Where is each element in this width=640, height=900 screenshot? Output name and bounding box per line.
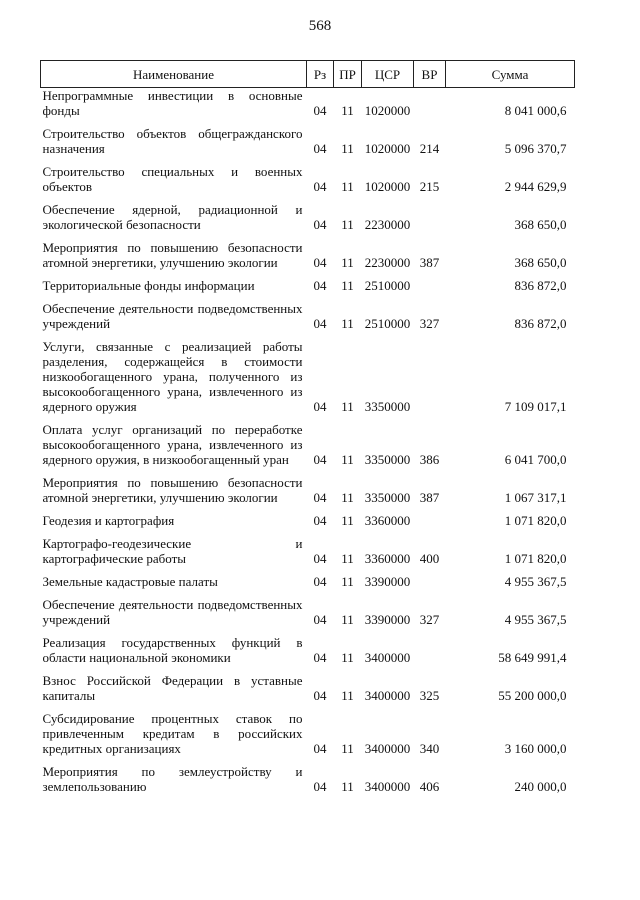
row-pr: 11 bbox=[341, 255, 354, 270]
table-row bbox=[41, 597, 575, 628]
row-name: Строительство объектов общегражданского назначения bbox=[42, 126, 303, 156]
row-rz: 04 bbox=[313, 255, 327, 270]
row-name: Услуги, связанные с реализацией работы разделения, содержащейся в стоимости низкообогащенного урана, полученного из высокообогащенного урана, извлеченного из ядерного оружия bbox=[42, 339, 303, 414]
row-vr: 325 bbox=[419, 688, 440, 703]
table-row bbox=[41, 240, 575, 271]
row-rz: 04 bbox=[313, 217, 327, 232]
table-row bbox=[41, 202, 575, 233]
row-pr: 11 bbox=[341, 452, 354, 467]
row-pr: 11 bbox=[341, 551, 354, 566]
row-rz: 04 bbox=[313, 688, 327, 703]
row-pr: 11 bbox=[341, 316, 354, 331]
row-gap bbox=[41, 529, 575, 536]
row-name: Непрограммные инвестиции в основные фонды bbox=[42, 88, 303, 118]
row-gap bbox=[41, 704, 575, 711]
row-gap-cell bbox=[41, 332, 575, 339]
row-name: Обеспечение ядерной, радиационной и экологической безопасности bbox=[42, 202, 303, 232]
row-name: Строительство специальных и военных объектов bbox=[42, 164, 303, 194]
row-gap-cell bbox=[41, 119, 575, 126]
row-pr: 11 bbox=[341, 779, 354, 794]
row-pr: 11 bbox=[341, 513, 354, 528]
table-row bbox=[41, 88, 575, 120]
row-rz: 04 bbox=[313, 179, 327, 194]
row-sum: 7 109 017,1 bbox=[504, 399, 567, 414]
row-name: Территориальные фонды информации bbox=[42, 278, 255, 293]
row-sum: 3 160 000,0 bbox=[504, 741, 567, 756]
row-name: Реализация государственных функций в области национальной экономики bbox=[42, 635, 303, 665]
row-csr: 2510000 bbox=[364, 278, 411, 293]
row-csr: 2510000 bbox=[364, 316, 411, 331]
row-csr: 3360000 bbox=[364, 513, 411, 528]
header-name: Наименование bbox=[41, 61, 307, 88]
row-csr: 3400000 bbox=[364, 741, 411, 756]
row-csr: 3390000 bbox=[364, 574, 411, 589]
row-csr: 3350000 bbox=[364, 399, 411, 414]
row-gap bbox=[41, 119, 575, 126]
row-rz: 04 bbox=[313, 141, 327, 156]
budget-table bbox=[40, 60, 575, 795]
row-sum: 1 071 820,0 bbox=[504, 513, 567, 528]
row-rz: 04 bbox=[313, 452, 327, 467]
row-name: Мероприятия по повышению безопасности атомной энергетики, улучшению экологии bbox=[42, 475, 303, 505]
row-rz: 04 bbox=[313, 399, 327, 414]
table-row bbox=[41, 764, 575, 795]
row-csr: 2230000 bbox=[364, 217, 411, 232]
row-csr: 3350000 bbox=[364, 452, 411, 467]
row-pr: 11 bbox=[341, 650, 354, 665]
table-row bbox=[41, 339, 575, 415]
row-pr: 11 bbox=[341, 179, 354, 194]
row-name: Обеспечение деятельности подведомственных учреждений bbox=[42, 301, 303, 331]
table-row bbox=[41, 513, 575, 529]
row-sum: 58 649 991,4 bbox=[498, 650, 567, 665]
row-name: Взнос Российской Федерации в уставные капиталы bbox=[42, 673, 303, 703]
row-pr: 11 bbox=[341, 688, 354, 703]
row-vr: 340 bbox=[419, 741, 440, 756]
row-gap bbox=[41, 271, 575, 278]
row-gap-cell bbox=[41, 415, 575, 422]
row-vr: 387 bbox=[419, 490, 440, 505]
row-vr: 214 bbox=[419, 141, 440, 156]
row-gap bbox=[41, 567, 575, 574]
row-rz: 04 bbox=[313, 779, 327, 794]
row-sum: 2 944 629,9 bbox=[504, 179, 567, 194]
table-row bbox=[41, 536, 575, 567]
row-gap bbox=[41, 233, 575, 240]
row-gap-cell bbox=[41, 294, 575, 301]
table-row bbox=[41, 278, 575, 294]
row-name: Оплата услуг организаций по переработке высокообогащенного урана, извлеченного из ядерного оружия, в низкообогащенный уран bbox=[42, 422, 303, 467]
row-csr: 3390000 bbox=[364, 612, 411, 627]
header-pr: ПР bbox=[334, 61, 362, 88]
row-gap bbox=[41, 332, 575, 339]
header-vr: ВР bbox=[414, 61, 446, 88]
row-gap-cell bbox=[41, 590, 575, 597]
row-pr: 11 bbox=[341, 103, 354, 118]
row-pr: 11 bbox=[341, 217, 354, 232]
header-rz: Рз bbox=[307, 61, 334, 88]
row-gap bbox=[41, 666, 575, 673]
row-vr bbox=[414, 278, 446, 294]
table-row bbox=[41, 422, 575, 468]
row-csr: 1020000 bbox=[364, 103, 411, 118]
row-vr: 406 bbox=[419, 779, 440, 794]
row-rz: 04 bbox=[313, 650, 327, 665]
row-pr: 11 bbox=[341, 490, 354, 505]
row-pr: 11 bbox=[341, 141, 354, 156]
row-vr bbox=[414, 339, 446, 415]
row-gap-cell bbox=[41, 529, 575, 536]
row-sum: 1 071 820,0 bbox=[504, 551, 567, 566]
row-gap-cell bbox=[41, 195, 575, 202]
row-rz: 04 bbox=[313, 490, 327, 505]
row-gap bbox=[41, 590, 575, 597]
row-vr bbox=[414, 202, 446, 233]
row-sum: 1 067 317,1 bbox=[504, 490, 567, 505]
row-gap bbox=[41, 157, 575, 164]
table-row bbox=[41, 635, 575, 666]
row-name: Мероприятия по повышению безопасности атомной энергетики, улучшению экологии bbox=[42, 240, 303, 270]
row-rz: 04 bbox=[313, 612, 327, 627]
row-vr: 387 bbox=[419, 255, 440, 270]
row-csr: 3360000 bbox=[364, 551, 411, 566]
row-rz: 04 bbox=[313, 574, 327, 589]
row-vr bbox=[414, 513, 446, 529]
row-rz: 04 bbox=[313, 316, 327, 331]
table-row bbox=[41, 164, 575, 195]
row-gap bbox=[41, 415, 575, 422]
table-row bbox=[41, 574, 575, 590]
table-body bbox=[41, 88, 575, 796]
row-gap-cell bbox=[41, 468, 575, 475]
row-gap bbox=[41, 294, 575, 301]
row-csr: 1020000 bbox=[364, 179, 411, 194]
row-sum: 8 041 000,6 bbox=[504, 103, 567, 118]
header-sum: Сумма bbox=[446, 61, 575, 88]
row-sum: 4 955 367,5 bbox=[504, 612, 567, 627]
row-name: Субсидирование процентных ставок по привлеченным кредитам в российских кредитных организациях bbox=[42, 711, 303, 756]
row-gap-cell bbox=[41, 567, 575, 574]
row-vr bbox=[414, 574, 446, 590]
row-sum: 368 650,0 bbox=[514, 217, 567, 232]
row-name: Земельные кадастровые палаты bbox=[42, 574, 218, 589]
row-gap bbox=[41, 628, 575, 635]
row-sum: 836 872,0 bbox=[514, 316, 567, 331]
row-vr bbox=[414, 635, 446, 666]
row-sum: 6 041 700,0 bbox=[504, 452, 567, 467]
row-gap-cell bbox=[41, 628, 575, 635]
row-rz: 04 bbox=[313, 103, 327, 118]
row-gap-cell bbox=[41, 233, 575, 240]
table-row bbox=[41, 126, 575, 157]
row-csr: 1020000 bbox=[364, 141, 411, 156]
row-pr: 11 bbox=[341, 399, 354, 414]
row-pr: 11 bbox=[341, 741, 354, 756]
row-rz: 04 bbox=[313, 513, 327, 528]
row-pr: 11 bbox=[341, 574, 354, 589]
table-row bbox=[41, 301, 575, 332]
row-rz: 04 bbox=[313, 551, 327, 566]
row-vr: 386 bbox=[419, 452, 440, 467]
row-gap bbox=[41, 757, 575, 764]
row-sum: 55 200 000,0 bbox=[498, 688, 567, 703]
row-vr: 400 bbox=[419, 551, 440, 566]
row-name: Геодезия и картография bbox=[42, 513, 175, 528]
page-number: 568 bbox=[308, 18, 332, 34]
row-vr: 327 bbox=[419, 316, 440, 331]
row-csr: 3350000 bbox=[364, 490, 411, 505]
row-sum: 5 096 370,7 bbox=[504, 141, 567, 156]
table-header bbox=[41, 61, 575, 88]
table-row bbox=[41, 711, 575, 757]
row-gap-cell bbox=[41, 757, 575, 764]
row-vr: 327 bbox=[419, 612, 440, 627]
table-row bbox=[41, 673, 575, 704]
row-gap-cell bbox=[41, 704, 575, 711]
row-sum: 240 000,0 bbox=[514, 779, 567, 794]
row-gap-cell bbox=[41, 506, 575, 513]
row-gap bbox=[41, 506, 575, 513]
row-pr: 11 bbox=[341, 612, 354, 627]
row-gap bbox=[41, 195, 575, 202]
row-sum: 368 650,0 bbox=[514, 255, 567, 270]
row-name: Мероприятия по землеустройству и землепользованию bbox=[42, 764, 303, 794]
row-vr: 215 bbox=[419, 179, 440, 194]
row-sum: 4 955 367,5 bbox=[504, 574, 567, 589]
row-vr bbox=[414, 88, 446, 120]
row-rz: 04 bbox=[313, 278, 327, 293]
row-gap-cell bbox=[41, 157, 575, 164]
row-rz: 04 bbox=[313, 741, 327, 756]
row-gap-cell bbox=[41, 271, 575, 278]
row-pr: 11 bbox=[341, 278, 354, 293]
header-csr: ЦСР bbox=[362, 61, 414, 88]
row-name: Обеспечение деятельности подведомственных учреждений bbox=[42, 597, 303, 627]
table-row bbox=[41, 475, 575, 506]
row-csr: 2230000 bbox=[364, 255, 411, 270]
row-csr: 3400000 bbox=[364, 688, 411, 703]
row-csr: 3400000 bbox=[364, 779, 411, 794]
row-csr: 3400000 bbox=[364, 650, 411, 665]
row-gap bbox=[41, 468, 575, 475]
row-sum: 836 872,0 bbox=[514, 278, 567, 293]
row-gap-cell bbox=[41, 666, 575, 673]
row-name: Картографо-геодезические и картографические работы bbox=[42, 536, 303, 566]
